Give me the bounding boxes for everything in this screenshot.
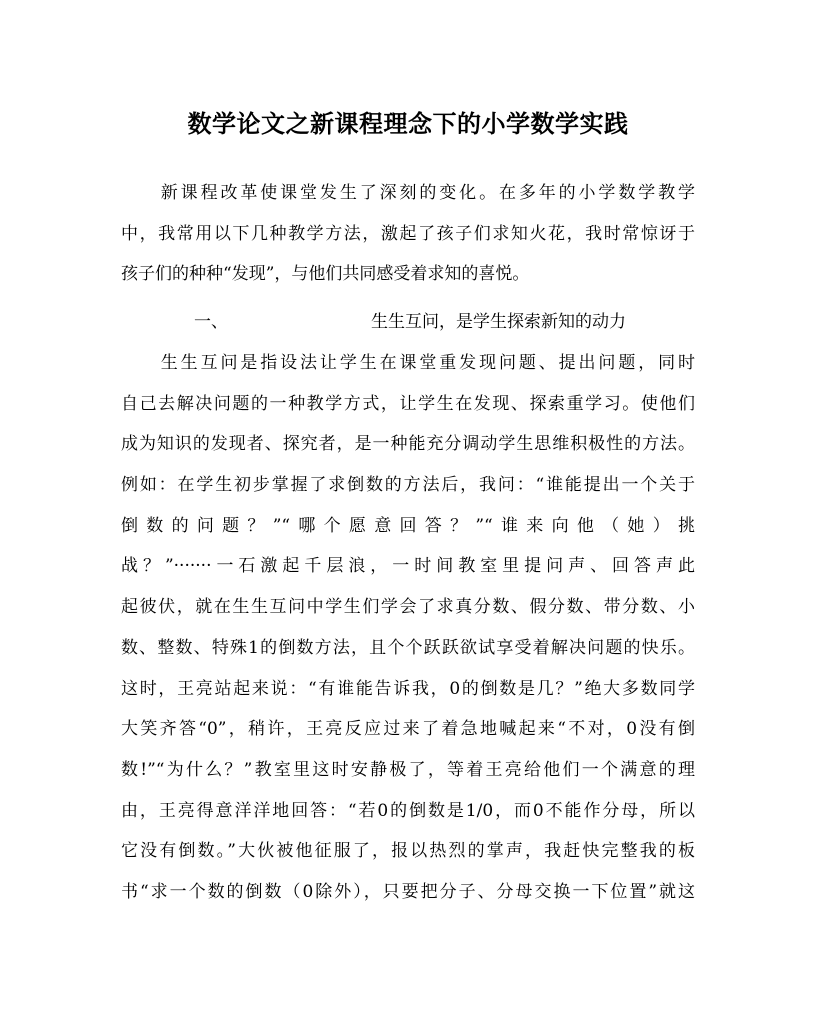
paragraph-main [121, 343, 695, 913]
paragraph-intro [121, 173, 695, 295]
paragraph-main-line-8: 数、整数、特殊1的倒数方法，且个个跃跃欲试享受着解决问题的快乐。 [121, 637, 695, 658]
paragraph-main-line-2: 自己去解决问题的一种教学方式，让学生在发现、探索重学习。使他们 [121, 393, 695, 414]
paragraph-main-line-4: 例如：在学生初步掌握了求倒数的方法后，我问：“谁能提出一个关于 [121, 475, 695, 496]
paragraph-intro-line-1: 新课程改革使课堂发生了深刻的变化。在多年的小学数学教学 [121, 183, 695, 203]
section-heading: 生生互问，是学生探索新知的动力 [371, 312, 626, 332]
paragraph-intro-line-3: 孩子们的种种“发现”，与他们共同感受着求知的喜悦。 [121, 264, 530, 285]
paragraph-main-line-7: 起彼伏，就在生生互问中学生们学会了求真分数、假分数、带分数、小 [121, 597, 695, 618]
paragraph-main-line-9: 这时，王亮站起来说：“有谁能告诉我，0的倒数是几？”绝大多数同学 [121, 678, 695, 699]
paragraph-main-line-5: 倒数的问题？”“哪个愿意回答？”“谁来向他（她）挑 [121, 515, 695, 536]
paragraph-main-line-6: 战？”·······一石激起千层浪，一时间教室里提问声、回答声此 [121, 556, 695, 577]
paragraph-intro-line-2: 中，我常用以下几种教学方法，激起了孩子们求知火花，我时常惊讶于 [121, 223, 695, 244]
document-title: 数学论文之新课程理念下的小学数学实践 [187, 109, 629, 138]
section-number: 一、 [194, 312, 228, 332]
paragraph-main-line-10: 大笑齐答“0”，稍许，王亮反应过来了着急地喊起来“不对，0没有倒 [121, 719, 695, 740]
paragraph-main-line-3: 成为知识的发现者、探究者，是一种能充分调动学生思维积极性的方法。 [121, 434, 695, 455]
paragraph-main-line-12: 由，王亮得意洋洋地回答：“若0的倒数是1/0，而0不能作分母，所以 [121, 800, 695, 821]
paragraph-main-line-14: 书“求一个数的倒数（0除外），只要把分子、分母交换一下位置”就这 [121, 881, 695, 902]
paragraph-main-line-13: 它没有倒数。”大伙被他征服了，报以热烈的掌声，我赶快完整我的板 [121, 841, 695, 862]
paragraph-main-line-11: 数!”“为什么？”教室里这时安静极了，等着王亮给他们一个满意的理 [121, 759, 695, 780]
paragraph-main-line-1: 生生互问是指设法让学生在课堂重发现问题、提出问题，同时 [121, 353, 695, 373]
